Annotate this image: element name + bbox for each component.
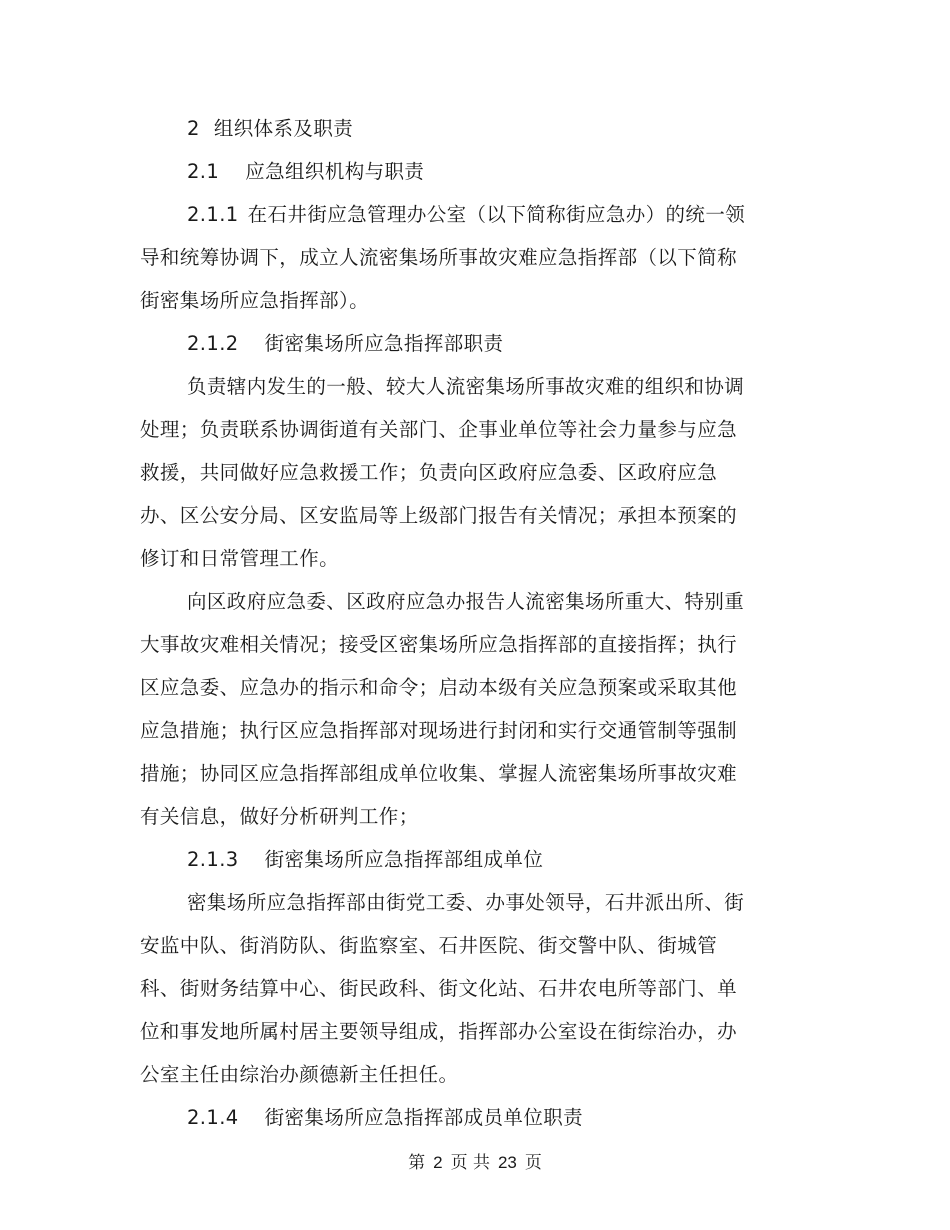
- section-heading-2-1: [140, 150, 760, 193]
- section-heading-2-1-4: [140, 1096, 760, 1139]
- section-number: 2.1.4: [187, 1106, 239, 1129]
- section-number: 2.1.1: [187, 203, 239, 226]
- section-title: 街密集场所应急指挥部组成单位: [264, 848, 544, 871]
- section-number: 2.1.3: [187, 848, 239, 871]
- section-heading-2-1-3: [140, 838, 760, 881]
- paragraph-duties-2-line: 应急措施；执行区应急指挥部对现场进行封闭和实行交通管制等强制: [140, 719, 738, 742]
- paragraph-duties-1-line: 处理；负责联系协调街道有关部门、企事业单位等社会力量参与应急: [140, 418, 738, 441]
- section-number: 2.1.2: [187, 332, 239, 355]
- paragraph-duties-1-line: 修订和日常管理工作。: [140, 547, 340, 570]
- paragraph-2-1-1-line: 导和统筹协调下，成立人流密集场所事故灾难应急指挥部（以下简称: [140, 246, 738, 269]
- paragraph-duties-1-line: 负责辖内发生的一般、较大人流密集场所事故灾难的组织和协调: [187, 375, 745, 398]
- footer-prefix: 第: [408, 1153, 426, 1173]
- section-number: 2.1: [187, 160, 220, 183]
- document-body: [140, 107, 760, 1139]
- footer-middle: 页 共: [450, 1153, 490, 1173]
- section-title: 组织体系及职责: [213, 117, 354, 140]
- paragraph-members-line: 安监中队、街消防队、街监察室、石井医院、街交警中队、街城管: [140, 934, 718, 957]
- page-number: 2: [433, 1153, 443, 1172]
- paragraph-duties-2-line: 大事故灾难相关情况；接受区密集场所应急指挥部的直接指挥；执行: [140, 633, 738, 656]
- paragraph-members-line: 公室主任由综治办颜德新主任担任。: [140, 1063, 459, 1086]
- total-pages: 23: [497, 1153, 517, 1172]
- page-footer: [0, 1148, 950, 1178]
- paragraph-duties-2-line: 向区政府应急委、区政府应急办报告人流密集场所重大、特别重: [187, 590, 745, 613]
- paragraph-members-line: 密集场所应急指挥部由街党工委、办事处领导，石井派出所、街: [187, 891, 745, 914]
- paragraph-duties-2-line: 措施；协同区应急指挥部组成单位收集、掌握人流密集场所事故灾难: [140, 762, 738, 785]
- paragraph-duties-1-line: 救援，共同做好应急救援工作；负责向区政府应急委、区政府应急: [140, 461, 718, 484]
- section-title: 街密集场所应急指挥部职责: [264, 332, 504, 355]
- paragraph-members-line: 科、街财务结算中心、街民政科、街文化站、石井农电所等部门、单: [140, 977, 738, 1000]
- paragraph-text: 在石井街应急管理办公室（以下简称街应急办）的统一领: [247, 203, 746, 226]
- paragraph-2-1-1-line: 街密集场所应急指挥部）。: [140, 289, 370, 312]
- section-heading-2-1-2: [140, 322, 760, 365]
- paragraph-members-line: 位和事发地所属村居主要领导组成，指挥部办公室设在街综治办，办: [140, 1020, 738, 1043]
- paragraph-2-1-1-line: [140, 193, 760, 236]
- section-title: 应急组织机构与职责: [245, 160, 425, 183]
- paragraph-duties-2-line: 有关信息，做好分析研判工作；: [140, 805, 419, 828]
- section-title: 街密集场所应急指挥部成员单位职责: [264, 1106, 584, 1129]
- section-number: 2: [187, 117, 200, 140]
- section-heading-2: [140, 107, 760, 150]
- paragraph-duties-1-line: 办、区公安分局、区安监局等上级部门报告有关情况；承担本预案的: [140, 504, 738, 527]
- paragraph-duties-2-line: 区应急委、应急办的指示和命令；启动本级有关应急预案或采取其他: [140, 676, 738, 699]
- footer-suffix: 页: [524, 1153, 542, 1173]
